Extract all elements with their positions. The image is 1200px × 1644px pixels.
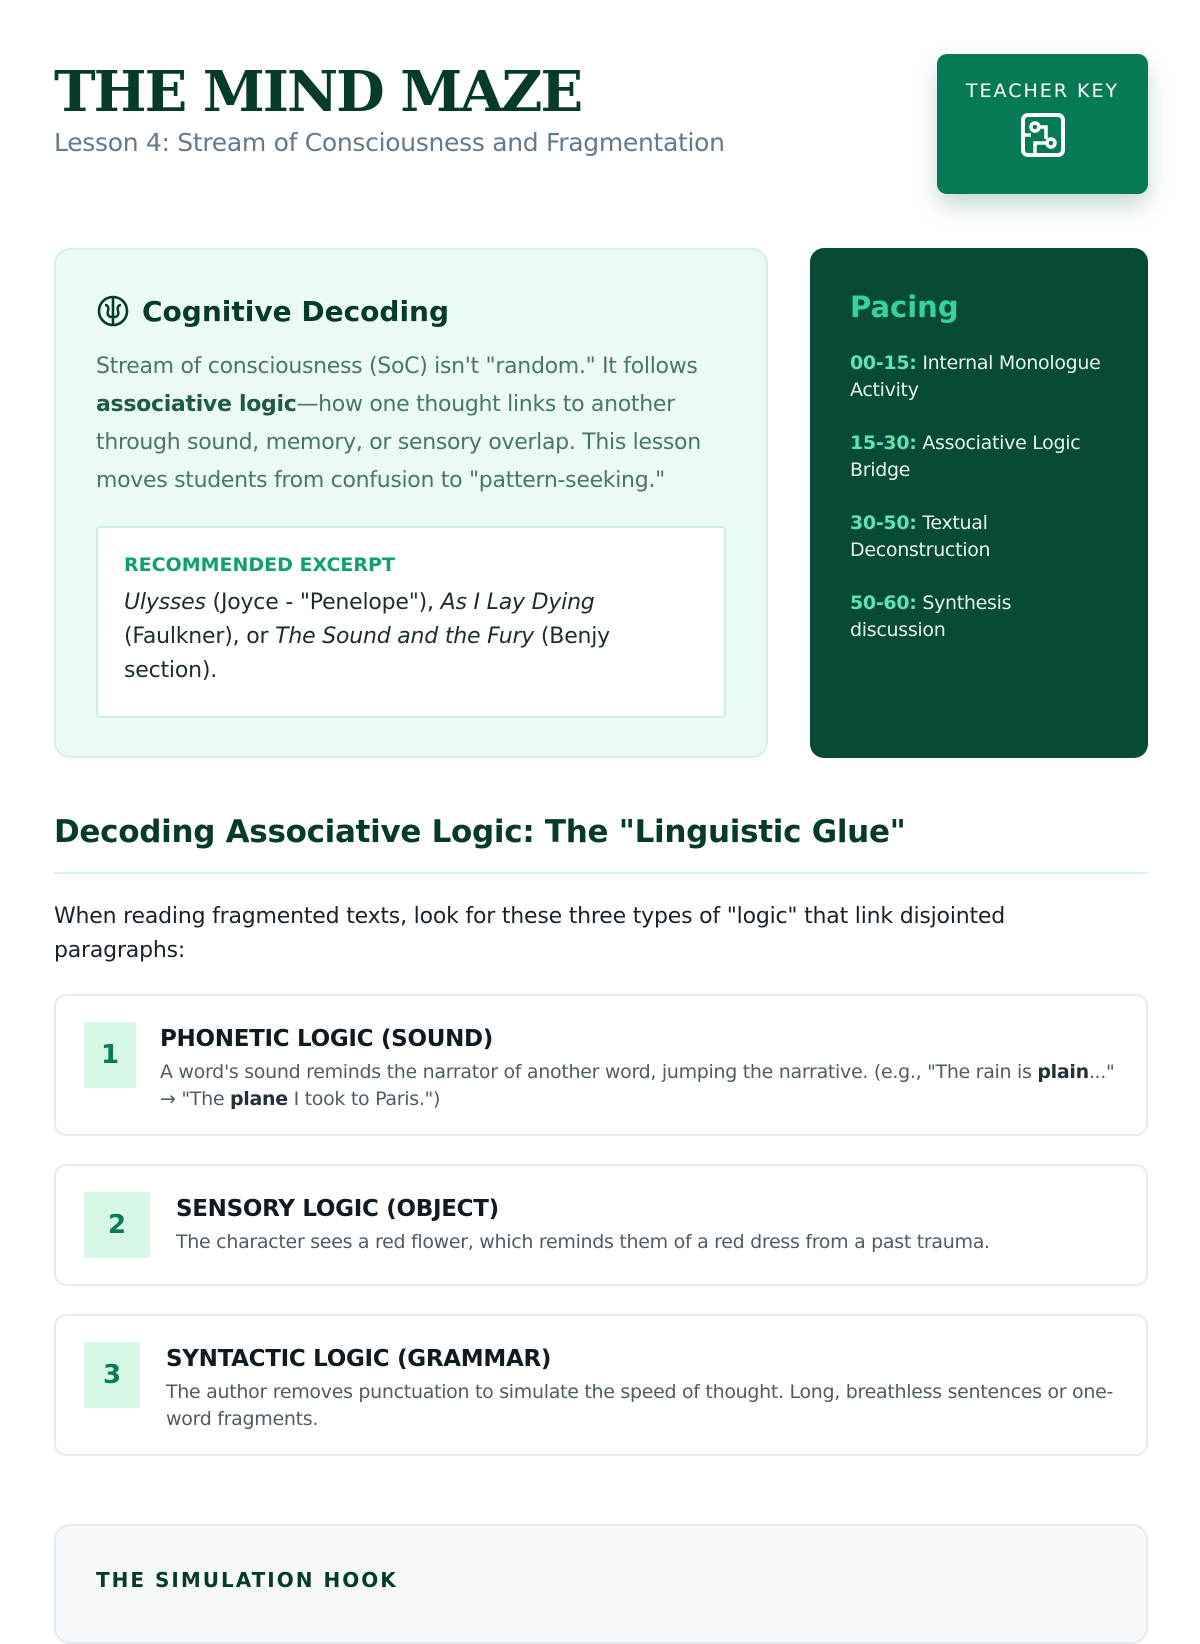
logic-number: 1 xyxy=(84,1022,136,1088)
logic-title: PHONETIC LOGIC (SOUND) xyxy=(160,1026,494,1052)
teacher-key-button[interactable] xyxy=(937,54,1148,194)
logic-description: The author removes punctuation to simulate the speed of thought. Long, breathless sentences or one-word fragments. xyxy=(166,1381,1114,1430)
pacing-time: 00-15: xyxy=(850,352,917,374)
logic-number: 2 xyxy=(84,1192,150,1258)
circuit-board-icon xyxy=(1020,112,1066,158)
pacing-time: 15-30: xyxy=(850,432,917,454)
section-intro: When reading fragmented texts, look for these three types of "logic" that link disjointed paragraphs: xyxy=(54,904,1005,963)
associative-logic-term: associative logic xyxy=(96,392,297,417)
excerpt-text xyxy=(124,586,698,688)
simulation-hook-card xyxy=(54,1524,1148,1644)
pacing-label: Synthesis discussion xyxy=(850,592,1012,641)
desc-emphasis: plane xyxy=(229,1088,288,1110)
pacing-item xyxy=(850,430,1108,484)
pacing-label: Internal Monologue Activity xyxy=(850,352,1101,401)
pacing-item xyxy=(850,510,1108,564)
pacing-time: 50-60: xyxy=(850,592,917,614)
logic-description: The character sees a red flower, which reminds them of a red dress from a past trauma. xyxy=(176,1231,990,1253)
desc-part: A word's sound reminds the narrator of another word, jumping the narrative. (e.g., "The rain is xyxy=(160,1061,1038,1083)
pacing-item xyxy=(850,590,1108,644)
cognitive-decoding-header xyxy=(96,294,726,328)
work-title: The Sound and the Fury xyxy=(275,624,535,649)
excerpt-label: RECOMMENDED EXCERPT xyxy=(124,554,395,576)
logic-description xyxy=(160,1059,1120,1113)
pacing-label: Textual Deconstruction xyxy=(850,512,991,561)
work-title: Ulysses xyxy=(124,590,206,615)
desc-part: ..." → "The xyxy=(160,1061,1115,1110)
pacing-label: Associative Logic Bridge xyxy=(850,432,1081,481)
desc-emphasis: plain xyxy=(1037,1061,1089,1083)
desc-part: I took to Paris.") xyxy=(287,1088,441,1110)
logic-number: 3 xyxy=(84,1342,140,1408)
lesson-subtitle: Lesson 4: Stream of Consciousness and Fragmentation xyxy=(54,128,725,157)
page-title: THE MIND MAZE xyxy=(54,59,582,125)
page-header xyxy=(54,56,725,157)
excerpt-text-part: (Joyce - "Penelope"), xyxy=(205,590,441,615)
section-heading: Decoding Associative Logic: The "Linguistic Glue" xyxy=(54,814,1148,874)
recommended-excerpt-box xyxy=(96,526,726,718)
excerpt-text-part: (Benjy section). xyxy=(124,624,611,683)
pacing-title: Pacing xyxy=(850,290,959,324)
pacing-card xyxy=(810,248,1148,758)
teacher-key-label: TEACHER KEY xyxy=(965,80,1120,102)
logic-card-syntactic xyxy=(54,1314,1148,1456)
pacing-item xyxy=(850,350,1108,404)
logic-title: SENSORY LOGIC (OBJECT) xyxy=(176,1196,499,1222)
cognitive-decoding-text xyxy=(96,348,726,500)
cognitive-decoding-card xyxy=(54,248,768,758)
body-text-part: Stream of consciousness (SoC) isn't "random." It follows xyxy=(96,354,698,379)
brain-icon xyxy=(96,294,130,328)
logic-title: SYNTACTIC LOGIC (GRAMMAR) xyxy=(166,1346,552,1372)
body-text-part: —how one thought links to another through sound, memory, or sensory overlap. This lesson moves students from confusion to "pattern-seeking." xyxy=(96,392,701,493)
logic-card-phonetic xyxy=(54,994,1148,1136)
simulation-hook-label: THE SIMULATION HOOK xyxy=(96,1568,398,1592)
work-title: As I Lay Dying xyxy=(440,590,595,615)
pacing-time: 30-50: xyxy=(850,512,917,534)
excerpt-text-part: (Faulkner), or xyxy=(124,624,276,649)
cognitive-decoding-title: Cognitive Decoding xyxy=(142,294,450,328)
logic-card-sensory xyxy=(54,1164,1148,1286)
